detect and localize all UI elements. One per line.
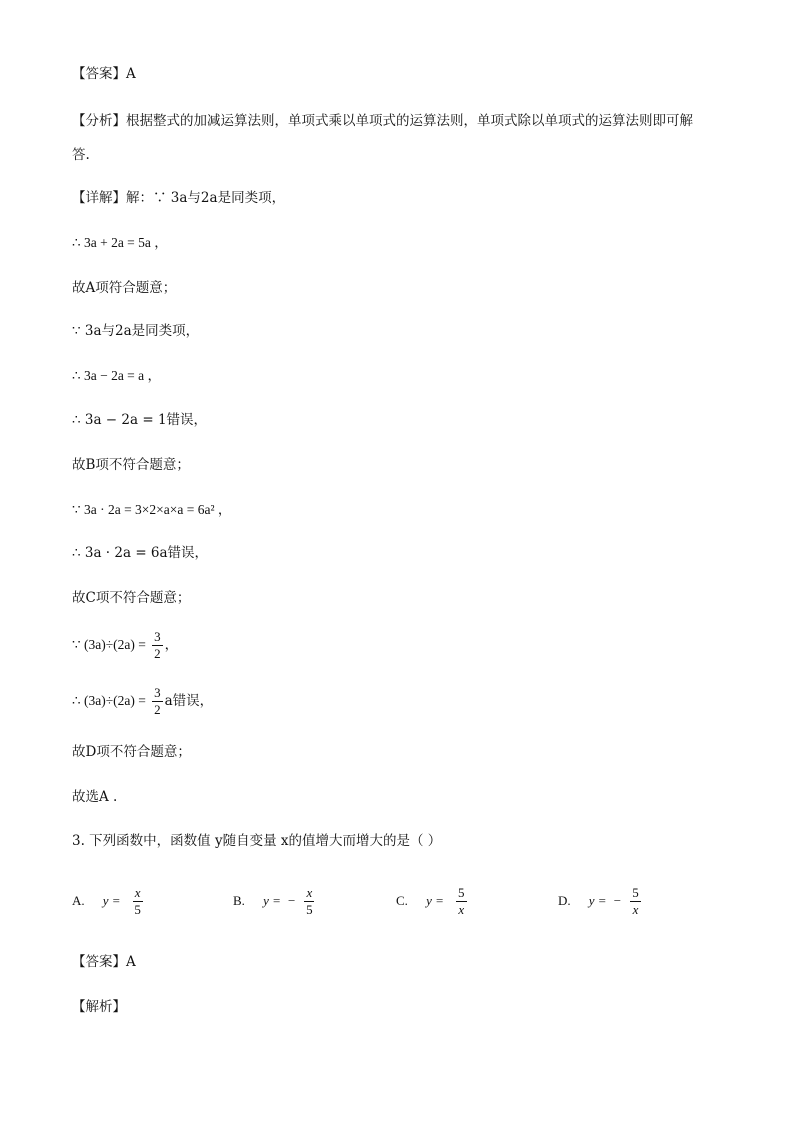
fraction <box>630 886 641 917</box>
conclusion-line: 故选A . <box>72 789 118 805</box>
choice-sign: − <box>288 893 296 908</box>
choice-lhs: y = <box>426 893 444 908</box>
explain-label-q3: 【解析】 <box>72 999 126 1015</box>
step-line: 故C项不符合题意； <box>72 590 191 606</box>
detail-line <box>72 188 285 208</box>
analysis-text: 根据整式的加减运算法则，单项式乘以单项式的运算法则，单项式除以单项式的运算法则即可解 <box>126 113 693 129</box>
analysis-line-1 <box>72 111 693 131</box>
choice-d <box>558 886 643 917</box>
choice-lhs: y = <box>588 893 607 908</box>
fraction <box>152 686 163 717</box>
step-line: ∴ 3a − 2a = 1错误， <box>72 412 208 428</box>
fraction-denominator: x <box>632 902 639 917</box>
step-line: 故B项不符合题意； <box>72 457 190 473</box>
step-line-fraction <box>72 686 213 717</box>
fraction-suffix: a错误， <box>164 693 214 709</box>
step-line: ∵ 3a与2a是同类项， <box>72 323 200 339</box>
step-line: ∴ 3a − 2a = a ， <box>72 368 162 383</box>
fraction-numerator: 3 <box>154 629 161 644</box>
fraction-numerator: x <box>134 885 141 900</box>
step-line: ∵ 3a · 2a = 3×2×a×a = 6a² ， <box>72 502 232 517</box>
fraction <box>152 630 163 661</box>
choice-label: B. <box>233 893 245 908</box>
analysis-line-2: 答. <box>72 147 90 163</box>
choice-label: A. <box>72 893 85 908</box>
choice-a <box>72 886 145 917</box>
fraction <box>456 886 467 917</box>
answer-line-q3: 【答案】A <box>72 954 136 970</box>
fraction-denominator: 5 <box>134 902 141 917</box>
step-line: 故D项不符合题意； <box>72 744 191 760</box>
step-line: ∴ 3a + 2a = 5a ， <box>72 235 168 250</box>
fraction-denominator: 2 <box>154 702 161 717</box>
step-line: ∴ 3a · 2a = 6a错误， <box>72 545 209 561</box>
fraction-denominator: 2 <box>154 646 161 661</box>
choice-label: D. <box>558 893 571 908</box>
fraction <box>304 886 314 917</box>
fraction-denominator: 5 <box>306 902 313 917</box>
analysis-label: 【分析】 <box>72 113 126 129</box>
choice-sign: − <box>613 893 622 908</box>
detail-intro: 解：∵ <box>126 190 167 206</box>
choice-lhs: y = <box>102 893 121 908</box>
fraction-numerator: 3 <box>154 685 161 700</box>
fraction-numerator: 5 <box>458 885 465 900</box>
fraction <box>133 886 143 917</box>
choice-c <box>396 886 469 917</box>
fraction-numerator: x <box>306 885 313 900</box>
step-line: 故A项符合题意； <box>72 280 177 296</box>
choice-lhs: y = <box>263 893 281 908</box>
detail-expr: 3a与2a是同类项， <box>170 190 286 206</box>
step-line-fraction <box>72 630 178 661</box>
question-3: 3. 下列函数中，函数值 y随自变量 x的值增大而增大的是（ ） <box>72 833 442 849</box>
fraction-suffix: ， <box>164 637 179 653</box>
fraction-lhs: ∴ (3a)÷(2a) = <box>72 693 146 708</box>
choice-label: C. <box>396 893 408 908</box>
fraction-lhs: ∵ (3a)÷(2a) = <box>72 637 146 652</box>
choice-b <box>233 886 316 917</box>
answer-line: 【答案】A <box>72 66 136 82</box>
fraction-denominator: x <box>458 902 465 917</box>
detail-label: 【详解】 <box>72 190 126 206</box>
fraction-numerator: 5 <box>632 885 639 900</box>
